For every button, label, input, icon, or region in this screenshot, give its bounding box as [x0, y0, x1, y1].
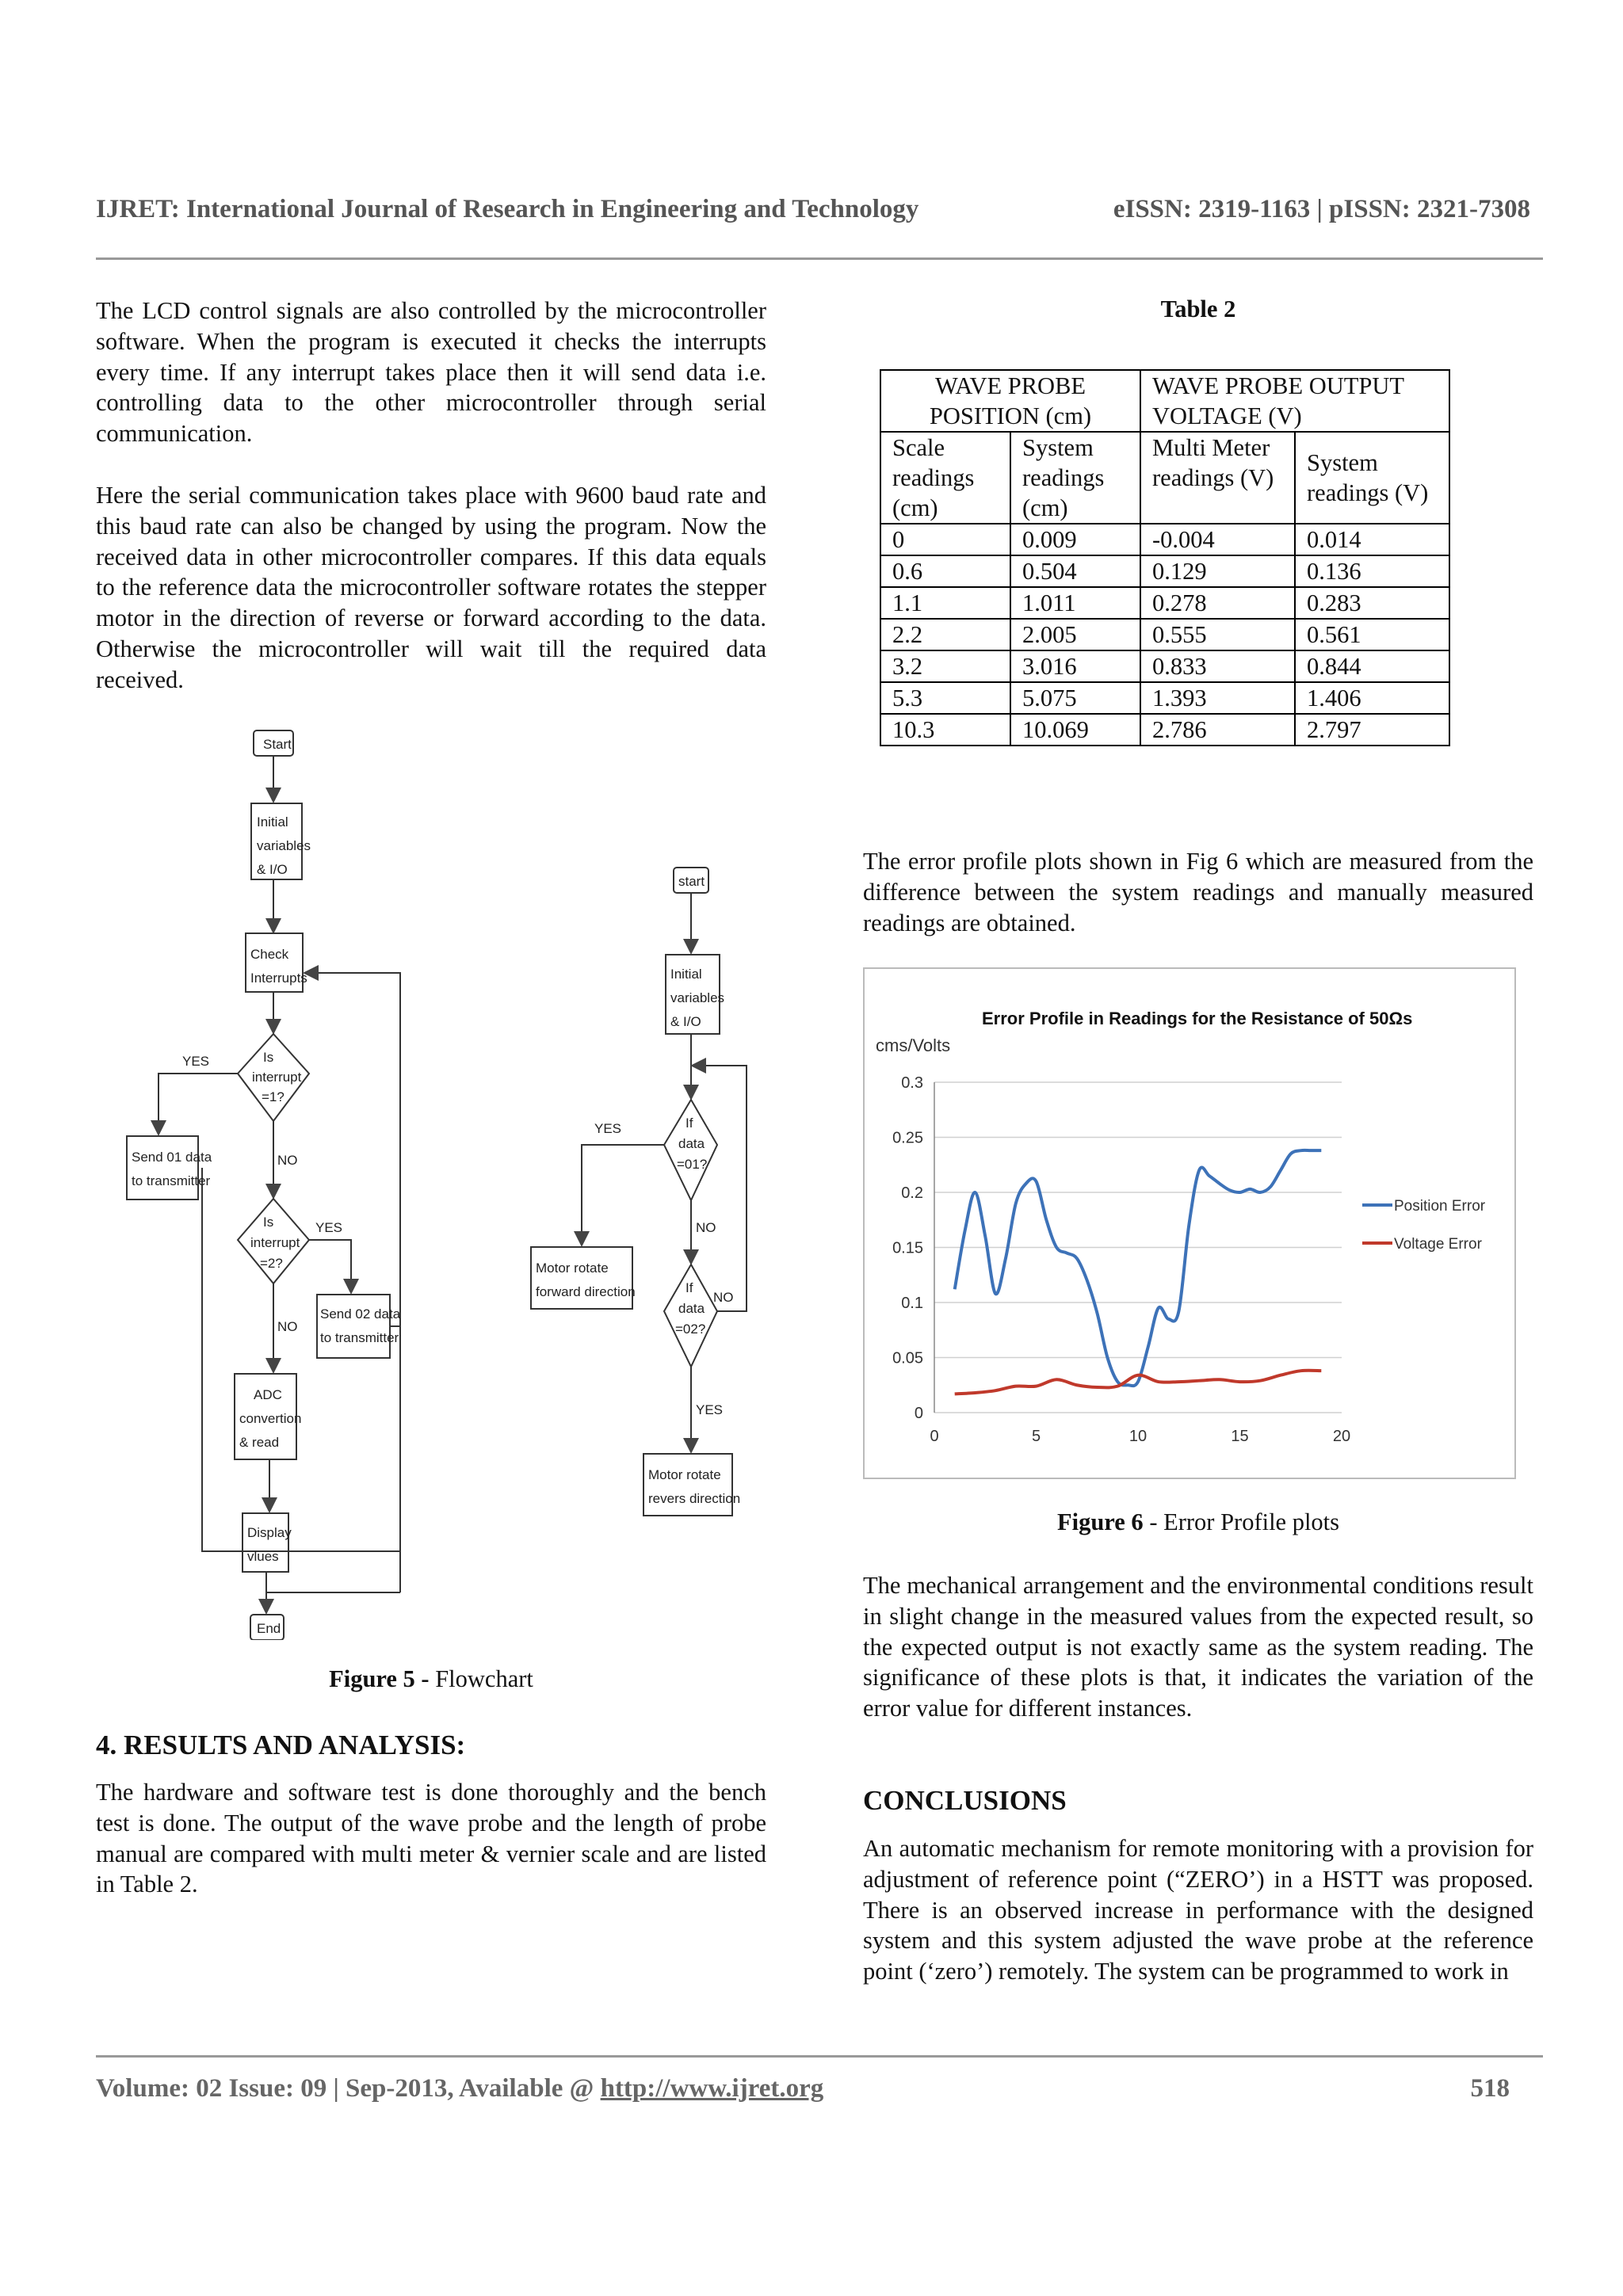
- table-subheader: System readings (cm): [1010, 432, 1140, 524]
- svg-text:NO: NO: [277, 1153, 298, 1168]
- svg-text:Initial: Initial: [257, 814, 288, 830]
- svg-text:Check: Check: [250, 947, 289, 962]
- page-number: 518: [1470, 2074, 1510, 2103]
- svg-text:& I/O: & I/O: [670, 1014, 701, 1029]
- svg-text:=2?: =2?: [260, 1256, 283, 1271]
- svg-text:Send 01 data: Send 01 data: [132, 1150, 212, 1165]
- figure-6-caption: Figure 6 - Error Profile plots: [1056, 1508, 1340, 1535]
- y-tick-label: 0.05: [892, 1349, 923, 1367]
- paragraph-lcd: The LCD control signals are also controlled by the microcontroller software. When the program is executed it checks the interrupts every time. If any interrupt takes place then it will send data i.e. controlling data to the other microcontroller through serial communication.: [96, 297, 766, 448]
- svg-text:Interrupts: Interrupts: [250, 971, 307, 986]
- table-row: 1.1 1.011 0.278 0.283: [880, 587, 1449, 619]
- fc1-send01: [127, 1136, 198, 1199]
- footer-link[interactable]: http://www.ijret.org: [600, 2074, 824, 2103]
- table-2-title: Table 2: [1160, 296, 1236, 322]
- svg-text:& read: & read: [239, 1435, 280, 1450]
- error-profile-chart: [863, 967, 1516, 1479]
- x-tick-label: 10: [1128, 1428, 1148, 1445]
- table-subheader: Multi Meter readings (V): [1140, 432, 1295, 524]
- svg-text:Display: Display: [247, 1525, 292, 1540]
- paragraph-results: The hardware and software test is done thoroughly and the bench test is done. The output of the wave probe and the length of probe manual are compared with multi meter & vernier scale and are listed in Table 2.: [96, 1779, 766, 1898]
- svg-text:start: start: [678, 874, 705, 889]
- paragraph-mechanical: The mechanical arrangement and the environmental conditions result in slight change in the measured values from the expected result, so the expected output is not exactly same as the system reading. The significance of these plots is that, it indicates the variation of the error value for different instances.: [863, 1572, 1533, 1722]
- svg-text:to transmitter: to transmitter: [320, 1330, 399, 1345]
- y-tick-label: 0.1: [901, 1295, 923, 1312]
- table-row: 2.2 2.005 0.555 0.561: [880, 619, 1449, 650]
- svg-text:variables: variables: [257, 838, 311, 853]
- legend-label: Position Error: [1394, 1198, 1486, 1215]
- footer: [96, 2074, 1510, 2103]
- svg-text:ADC: ADC: [254, 1387, 282, 1402]
- svg-text:NO: NO: [696, 1220, 716, 1235]
- svg-text:revers direction: revers direction: [648, 1491, 741, 1506]
- table-subheader: Scale readings (cm): [880, 432, 1010, 524]
- table-row: 0.6 0.504 0.129 0.136: [880, 555, 1449, 587]
- table-header-voltage: WAVE PROBE OUTPUT VOLTAGE (V): [1140, 370, 1449, 432]
- svg-text:Start: Start: [263, 737, 292, 752]
- svg-text:YES: YES: [696, 1402, 724, 1417]
- paragraph-conclusions: An automatic mechanism for remote monitoring with a provision for adjustment of reference point (“ZERO’) in a HSTT was proposed. There is an observed increase in performance with the designed system and this system adjusted the wave probe at the reference point (‘zero’) remotely. The system can be programmed to work in: [863, 1835, 1533, 1985]
- svg-text:=01?: =01?: [677, 1157, 708, 1172]
- svg-text:Is: Is: [263, 1050, 274, 1065]
- legend-label: Voltage Error: [1394, 1236, 1482, 1253]
- svg-text:& I/O: & I/O: [257, 862, 288, 877]
- footer-volume: Volume: 02 Issue: 09 | Sep-2013, Available @: [96, 2074, 594, 2103]
- journal-name: IJRET: International Journal of Research in Engineering and Technology: [96, 195, 919, 223]
- table-row: 0 0.009 -0.004 0.014: [880, 524, 1449, 555]
- svg-text:convertion: convertion: [239, 1411, 302, 1426]
- y-tick-label: 0: [914, 1405, 923, 1422]
- fc2-fwd: [531, 1247, 632, 1309]
- svg-text:YES: YES: [182, 1054, 210, 1069]
- svg-text:Initial: Initial: [670, 967, 702, 982]
- paragraph-serial: Here the serial communication takes place with 9600 baud rate and this baud rate can also be changed by using the program. Now the received data in other microcontroller compares. If this data equals to the reference data the microcontroller software rotates the stepper motor in the direction of reverse or forward according to the data. Otherwise the microcontroller will wait till the required data received.: [96, 482, 766, 693]
- svg-text:YES: YES: [594, 1121, 622, 1136]
- table-2: [880, 369, 1450, 746]
- x-tick-label: 15: [1231, 1428, 1249, 1445]
- svg-text:End: End: [257, 1621, 281, 1636]
- table-header-position: WAVE PROBE POSITION (cm): [880, 370, 1140, 432]
- svg-text:Motor rotate: Motor rotate: [648, 1467, 721, 1482]
- svg-text:interrupt: interrupt: [250, 1235, 300, 1250]
- fc2-rev: [643, 1454, 732, 1516]
- svg-text:=1?: =1?: [262, 1089, 285, 1104]
- flowchart-interrupts: [119, 721, 436, 1640]
- svg-text:Send 02 data: Send 02 data: [320, 1306, 401, 1322]
- svg-text:If: If: [685, 1280, 693, 1295]
- section-4-title: 4. RESULTS AND ANALYSIS:: [96, 1730, 466, 1760]
- issn: eISSN: 2319-1163 | pISSN: 2321-7308: [1113, 195, 1530, 223]
- figure-5-caption: Figure 5 - Flowchart: [329, 1665, 533, 1692]
- svg-text:vlues: vlues: [247, 1549, 279, 1564]
- footer-rule: [96, 2055, 1543, 2058]
- svg-text:data: data: [678, 1136, 705, 1151]
- table-row: 3.2 3.016 0.833 0.844: [880, 650, 1449, 682]
- svg-text:NO: NO: [713, 1290, 734, 1305]
- table-subheader: System readings (V): [1295, 432, 1449, 524]
- svg-text:variables: variables: [670, 990, 725, 1005]
- svg-text:Motor rotate: Motor rotate: [536, 1261, 609, 1276]
- svg-text:NO: NO: [277, 1319, 298, 1334]
- y-tick-label: 0.25: [892, 1129, 923, 1147]
- y-tick-label: 0.15: [892, 1239, 923, 1257]
- chart-ylabel: cms/Volts: [876, 1035, 951, 1055]
- table-row: 5.3 5.075 1.393 1.406: [880, 682, 1449, 714]
- svg-text:forward direction: forward direction: [536, 1284, 636, 1299]
- svg-text:interrupt: interrupt: [252, 1070, 302, 1085]
- y-tick-label: 0.3: [901, 1074, 923, 1092]
- x-tick-label: 0: [930, 1428, 939, 1445]
- svg-text:If: If: [685, 1116, 693, 1131]
- chart-title: Error Profile in Readings for the Resistance of 50Ωs: [982, 1009, 1413, 1028]
- svg-text:Is: Is: [263, 1215, 274, 1230]
- table-row: 10.3 10.069 2.786 2.797: [880, 714, 1449, 746]
- svg-text:=02?: =02?: [675, 1322, 706, 1337]
- x-tick-label: 20: [1332, 1428, 1351, 1445]
- svg-text:data: data: [678, 1301, 705, 1316]
- flowchart-motor: [523, 860, 761, 1541]
- fc1-send02: [317, 1295, 390, 1358]
- y-tick-label: 0.2: [901, 1184, 923, 1202]
- svg-text:YES: YES: [315, 1220, 343, 1235]
- conclusions-title: CONCLUSIONS: [863, 1785, 1067, 1816]
- x-tick-label: 5: [1031, 1428, 1041, 1445]
- header-rule: [96, 257, 1543, 260]
- svg-text:to transmitter: to transmitter: [132, 1173, 211, 1188]
- paragraph-error-profile: The error profile plots shown in Fig 6 which are measured from the difference between the system readings and manually measured readings are obtained.: [863, 848, 1533, 936]
